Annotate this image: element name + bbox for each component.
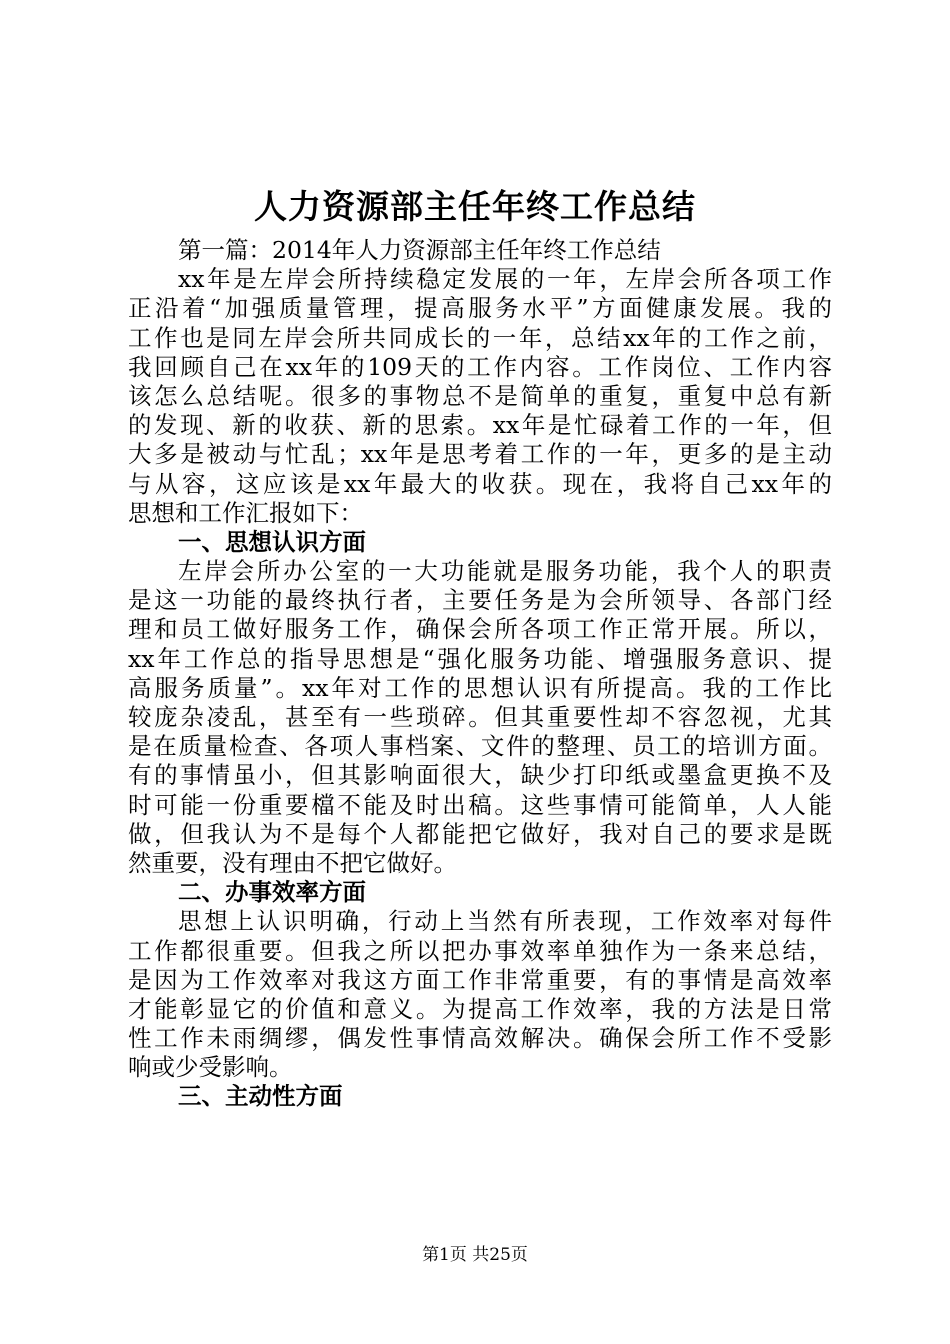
body-line: 正沿着“加强质量管理，提高服务水平”方面健康发展。我的	[128, 294, 832, 323]
body-line: 该怎么总结呢。很多的事物总不是简单的重复，重复中总有新	[128, 381, 832, 410]
paragraph-first-line: xx年是左岸会所持续稳定发展的一年，左岸会所各项工作	[178, 265, 832, 294]
body-line: 才能彰显它的价值和意义。为提高工作效率，我的方法是日常	[128, 994, 832, 1023]
page-footer: 第1页 共25页	[422, 1245, 528, 1265]
body-line: 理和员工做好服务工作，确保会所各项工作正常开展。所以，	[128, 615, 832, 644]
paragraph-last-line: 思想和工作汇报如下：	[128, 498, 363, 527]
section-heading: 一、思想认识方面	[178, 527, 366, 556]
document-title: 人力资源部主任年终工作总结	[254, 187, 696, 226]
body-line: 工作也是同左岸会所共同成长的一年，总结xx年的工作之前，	[128, 323, 832, 352]
body-line: 做，但我认为不是每个人都能把它做好，我对自己的要求是既	[128, 819, 832, 848]
body-line: 是这一功能的最终执行者，主要任务是为会所领导、各部门经	[128, 586, 832, 615]
body-line: xx年工作总的指导思想是“强化服务功能、增强服务意识、提	[128, 644, 832, 673]
body-line: 大多是被动与忙乱；xx年是思考着工作的一年，更多的是主动	[128, 440, 832, 469]
body-line: 是在质量检查、各项人事档案、文件的整理、员工的培训方面。	[128, 732, 832, 761]
body-line: 的发现、新的收获、新的思索。xx年是忙碌着工作的一年，但	[128, 411, 832, 440]
section-heading: 二、办事效率方面	[178, 878, 366, 907]
body-line: 是因为工作效率对我这方面工作非常重要，有的事情是高效率	[128, 965, 832, 994]
body-line: 时可能一份重要檔不能及时出稿。这些事情可能简单，人人能	[128, 790, 832, 819]
body-line: 较庞杂凌乱，甚至有一些琐碎。但其重要性却不容忽视，尤其	[128, 703, 832, 731]
paragraph-first-line: 左岸会所办公室的一大功能就是服务功能，我个人的职责	[178, 557, 832, 586]
body-line: 与从容，这应该是xx年最大的收获。现在，我将自己xx年的	[128, 469, 832, 498]
body-line: 性工作未雨绸缪，偶发性事情高效解决。确保会所工作不受影	[128, 1024, 832, 1053]
paragraph-last-line: 响或少受影响。	[128, 1053, 293, 1082]
body-line: 工作都很重要。但我之所以把办事效率单独作为一条来总结，	[128, 936, 832, 965]
body-line: 高服务质量”。xx年对工作的思想认识有所提高。我的工作比	[128, 673, 832, 702]
body-line: 有的事情虽小，但其影响面很大，缺少打印纸或墨盒更换不及	[128, 761, 832, 790]
document-body	[128, 236, 832, 1112]
subtitle-line: 第一篇：2014年人力资源部主任年终工作总结	[178, 236, 661, 264]
paragraph-last-line: 然重要，没有理由不把它做好。	[128, 848, 457, 877]
paragraph-first-line: 思想上认识明确，行动上当然有所表现，工作效率对每件	[178, 907, 832, 936]
section-heading: 三、主动性方面	[178, 1082, 343, 1111]
body-line: 我回顾自己在xx年的109天的工作内容。工作岗位、工作内容	[128, 352, 832, 381]
